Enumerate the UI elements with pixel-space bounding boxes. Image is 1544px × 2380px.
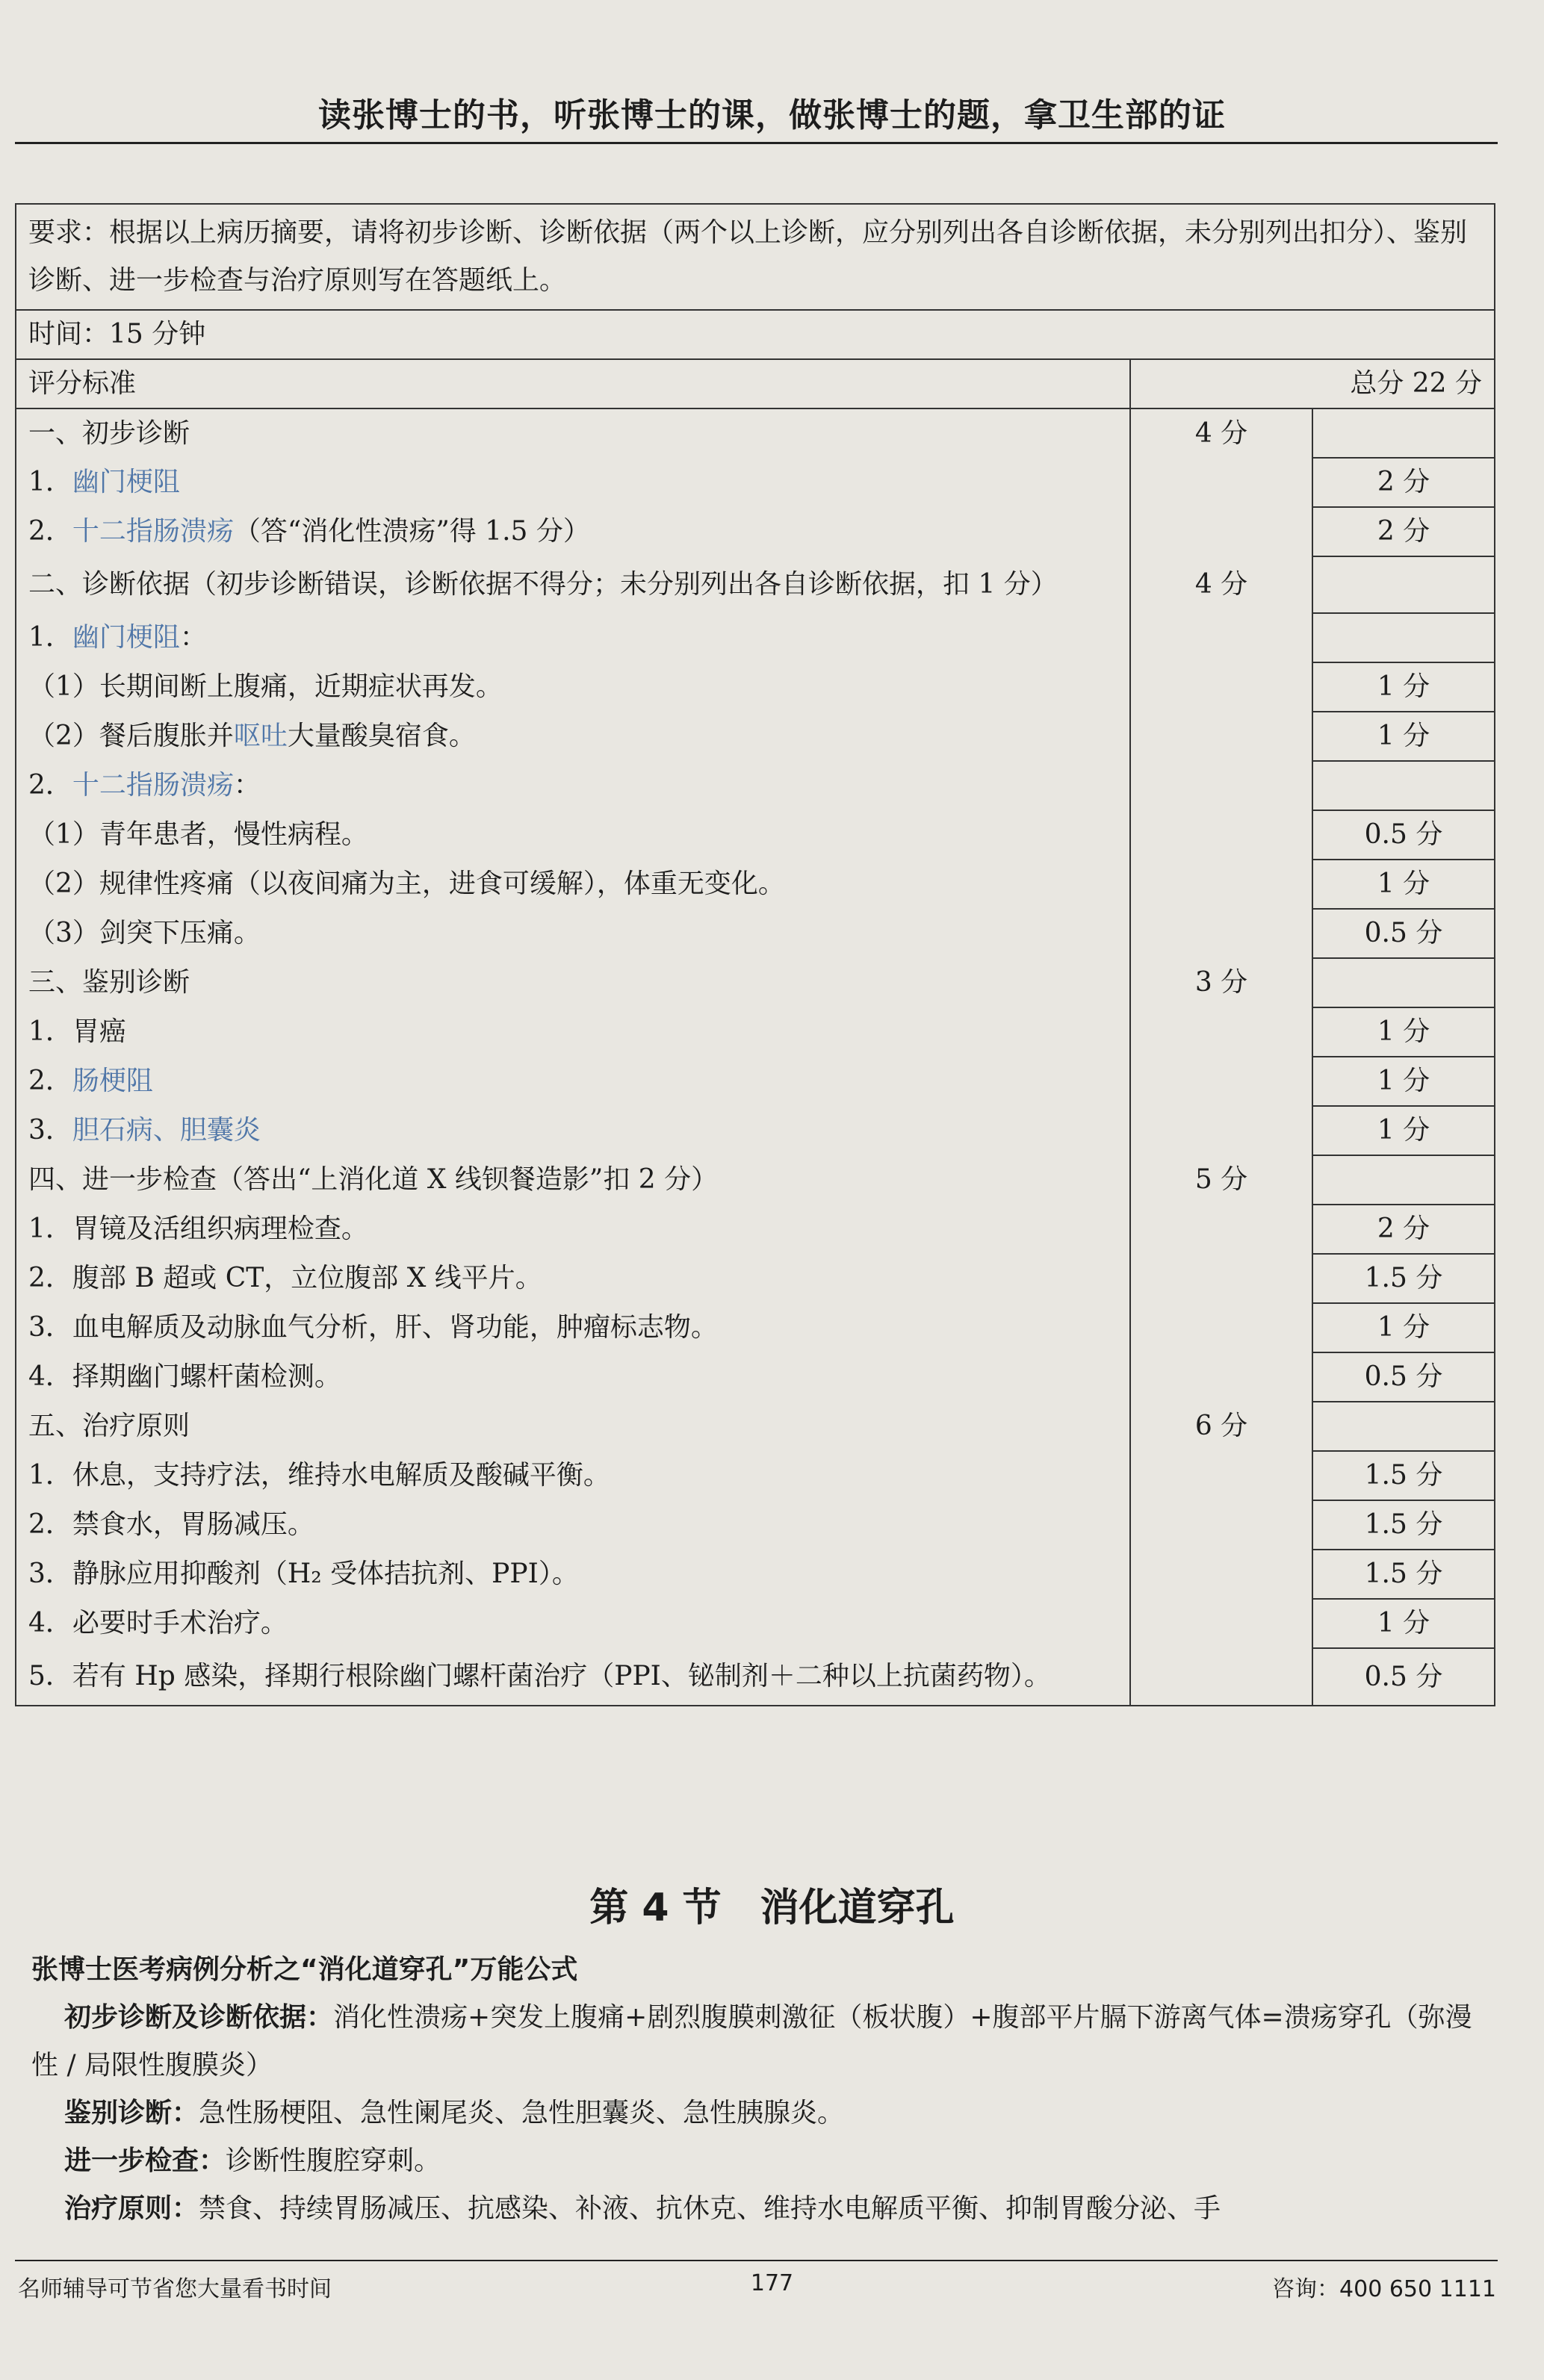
criterion-text [16,1303,1130,1352]
table-row [16,860,1495,909]
criterion-highlight: 肠梗阻 [72,1066,153,1096]
table-row [16,1599,1495,1648]
section-score [1130,458,1312,507]
criterion-prefix: 1．胃镜及活组织病理检查。 [28,1214,368,1244]
criterion-prefix: 2． [28,1066,72,1096]
table-row [16,662,1495,712]
page-header-title: 读张博士的书，听张博士的课，做张博士的题，拿卫生部的证 [318,96,1226,134]
criterion-prefix: （2）规律性疼痛（以夜间痛为主，进食可缓解），体重无变化。 [28,869,785,899]
table-row [16,613,1495,662]
criterion-prefix: 一、初步诊断 [28,417,190,449]
section-score [1130,1007,1312,1057]
section-score: 4 分 [1130,408,1312,458]
section-score [1130,712,1312,761]
formula-item-text: 禁食、持续胃肠减压、抗感染、补液、抗休克、维持水电解质平衡、抑制胃酸分泌、手 [199,2193,1221,2224]
criterion-suffix: 大量酸臭宿食。 [287,721,476,751]
criterion-prefix: 3．静脉应用抑酸剂（H₂ 受体拮抗剂、PPI）。 [28,1559,579,1589]
criterion-text [16,1254,1130,1303]
criterion-text [16,712,1130,761]
table-row [16,1352,1495,1402]
item-score [1312,1155,1495,1205]
criterion-highlight: 十二指肠溃疡 [72,516,234,547]
table-row [16,556,1495,613]
criterion-text [16,1648,1130,1706]
item-score: 0.5 分 [1312,1352,1495,1402]
table-row [16,1106,1495,1155]
criterion-text [16,1352,1130,1402]
criterion-prefix: 2． [28,516,72,547]
criterion-prefix: 4．必要时手术治疗。 [28,1608,288,1638]
formula-item-label: 进一步检查： [64,2146,226,2176]
criterion-text [16,810,1130,860]
criterion-text [16,1550,1130,1599]
criterion-text [16,613,1130,662]
criterion-text [16,1205,1130,1254]
formula-item-label: 治疗原则： [64,2193,199,2224]
item-score: 0.5 分 [1312,909,1495,958]
criterion-highlight: 胆石病、胆囊炎 [72,1115,261,1146]
section-score [1130,1451,1312,1500]
criterion-prefix: 四、进一步检查（答出“上消化道 X 线钡餐造影”扣 2 分） [28,1164,719,1195]
item-score [1312,556,1495,613]
criterion-suffix: （答“消化性溃疡”得 1.5 分） [233,516,590,547]
criterion-text [16,1451,1130,1500]
item-score: 2 分 [1312,458,1495,507]
table-row [16,958,1495,1007]
total-score: 总分 22 分 [1130,359,1495,408]
criterion-text [16,458,1130,507]
criterion-prefix: 五、治疗原则 [28,1411,190,1441]
criterion-text [16,507,1130,556]
item-score: 1 分 [1312,1106,1495,1155]
item-score: 1 分 [1312,1007,1495,1057]
criterion-prefix: 二、诊断依据（初步诊断错误，诊断依据不得分；未分别列出各自诊断依据，扣 1 分） [28,569,1058,600]
formula-item [31,2090,1495,2137]
footer-rule [15,2260,1498,2261]
section-score [1130,1106,1312,1155]
formula-item-text: 急性肠梗阻、急性阑尾炎、急性胆囊炎、急性胰腺炎。 [199,2098,845,2128]
item-score: 1 分 [1312,712,1495,761]
time-text: 时间：15 分钟 [16,310,1495,359]
section-score [1130,613,1312,662]
criterion-prefix: 3． [28,1115,72,1146]
table-row [16,507,1495,556]
section-score [1130,1205,1312,1254]
formula-item-label: 初步诊断及诊断依据： [64,2002,334,2033]
section-score: 6 分 [1130,1402,1312,1451]
table-row [16,761,1495,810]
criterion-text [16,1007,1130,1057]
criterion-prefix: 1．胃癌 [28,1016,126,1047]
header-rule [15,142,1498,144]
criterion-highlight: 呕吐 [233,721,288,751]
criterion-text [16,1402,1130,1451]
criterion-text [16,958,1130,1007]
criteria-header-row [16,359,1495,408]
criterion-prefix: 2．腹部 B 超或 CT，立位腹部 X 线平片。 [28,1263,542,1293]
section-score [1130,810,1312,860]
criterion-prefix: 3．血电解质及动脉血气分析，肝、肾功能，肿瘤标志物。 [28,1312,718,1343]
section-score [1130,1352,1312,1402]
criterion-prefix: （3）剑突下压痛。 [28,918,261,948]
table-row [16,408,1495,458]
criterion-prefix: （1）长期间断上腹痛，近期症状再发。 [28,671,503,702]
item-score: 1 分 [1312,860,1495,909]
section-score [1130,1550,1312,1599]
requirement-text: 要求：根据以上病历摘要，请将初步诊断、诊断依据（两个以上诊断，应分别列出各自诊断依据，未分别列出扣分）、鉴别诊断、进一步检查与治疗原则写在答题纸上。 [16,204,1495,310]
formula-item-label: 鉴别诊断： [64,2098,199,2128]
table-row [16,1500,1495,1550]
item-score [1312,761,1495,810]
section-score: 4 分 [1130,556,1312,613]
criteria-label: 评分标准 [16,359,1130,408]
formula-item-text: 消化性溃疡+突发上腹痛+剧烈腹膜刺激征（板状腹）+腹部平片膈下游离气体=溃疡穿孔（弥漫性 / 局限性腹膜炎） [31,2002,1472,2081]
item-score: 1 分 [1312,662,1495,712]
section-score [1130,860,1312,909]
section-score [1130,1303,1312,1352]
section-title: 第 4 节 消化道穿孔 [589,1886,955,1930]
item-score: 1.5 分 [1312,1500,1495,1550]
criterion-text [16,1599,1130,1648]
item-score: 0.5 分 [1312,1648,1495,1706]
criterion-text [16,909,1130,958]
footer-left: 名师辅导可节省您大量看书时间 [18,2276,332,2302]
criterion-text [16,1057,1130,1106]
table-row [16,1007,1495,1057]
criterion-text [16,556,1130,613]
table-row [16,1303,1495,1352]
criterion-text [16,662,1130,712]
criterion-highlight: 幽门梗阻 [72,622,180,653]
item-score: 0.5 分 [1312,810,1495,860]
item-score: 1 分 [1312,1303,1495,1352]
section-score [1130,1500,1312,1550]
criterion-text [16,761,1130,810]
table-row [16,1451,1495,1500]
requirement-row [16,204,1495,310]
item-score: 1 分 [1312,1599,1495,1648]
criterion-prefix: （2）餐后腹胀并 [28,721,234,751]
criterion-text [16,408,1130,458]
item-score: 2 分 [1312,1205,1495,1254]
table-row [16,1057,1495,1106]
item-score [1312,1402,1495,1451]
table-row [16,1648,1495,1706]
item-score: 1 分 [1312,1057,1495,1106]
table-row [16,1155,1495,1205]
section-score: 5 分 [1130,1155,1312,1205]
criterion-text [16,1155,1130,1205]
item-score [1312,613,1495,662]
item-score: 1.5 分 [1312,1451,1495,1500]
section-score [1130,909,1312,958]
criterion-prefix: 4．择期幽门螺杆菌检测。 [28,1361,341,1392]
section-score: 3 分 [1130,958,1312,1007]
criterion-suffix: ： [233,770,261,801]
criterion-highlight: 十二指肠溃疡 [72,770,234,801]
item-score [1312,958,1495,1007]
formula-item [31,2137,1495,2185]
section-score [1130,662,1312,712]
criterion-prefix: 1． [28,622,72,653]
section-score [1130,1599,1312,1648]
section-score [1130,1057,1312,1106]
table-row [16,712,1495,761]
criterion-suffix: ： [179,622,207,653]
criterion-prefix: 1．休息，支持疗法，维持水电解质及酸碱平衡。 [28,1460,610,1491]
item-score: 2 分 [1312,507,1495,556]
item-score [1312,408,1495,458]
formula-item [31,2185,1495,2233]
table-row [16,810,1495,860]
criterion-prefix: 5．若有 Hp 感染，择期行根除幽门螺杆菌治疗（PPI、铋制剂＋二种以上抗菌药物）。 [28,1661,1051,1691]
section-score [1130,1254,1312,1303]
time-row [16,310,1495,359]
criterion-prefix: 2． [28,770,72,801]
table-row [16,1402,1495,1451]
criterion-prefix: （1）青年患者，慢性病程。 [28,819,368,850]
scoring-table [15,203,1495,1706]
section-score [1130,1648,1312,1706]
criterion-text [16,860,1130,909]
item-score: 1.5 分 [1312,1254,1495,1303]
criterion-prefix: 2．禁食水，胃肠减压。 [28,1509,314,1540]
criterion-prefix: 1． [28,467,72,497]
criterion-highlight: 幽门梗阻 [72,467,180,497]
page-number: 177 [750,2270,794,2296]
section-score [1130,761,1312,810]
footer-right: 咨询：400 650 1111 [1272,2276,1496,2302]
table-row [16,1254,1495,1303]
formula-title: 张博士医考病例分析之“消化道穿孔”万能公式 [31,1954,578,1985]
criterion-text [16,1500,1130,1550]
table-row [16,909,1495,958]
table-row [16,458,1495,507]
table-row [16,1550,1495,1599]
criterion-text [16,1106,1130,1155]
section-score [1130,507,1312,556]
item-score: 1.5 分 [1312,1550,1495,1599]
criterion-prefix: 三、鉴别诊断 [28,967,190,998]
formula-item-text: 诊断性腹腔穿刺。 [226,2146,441,2176]
formula-item [31,1994,1495,2090]
table-row [16,1205,1495,1254]
